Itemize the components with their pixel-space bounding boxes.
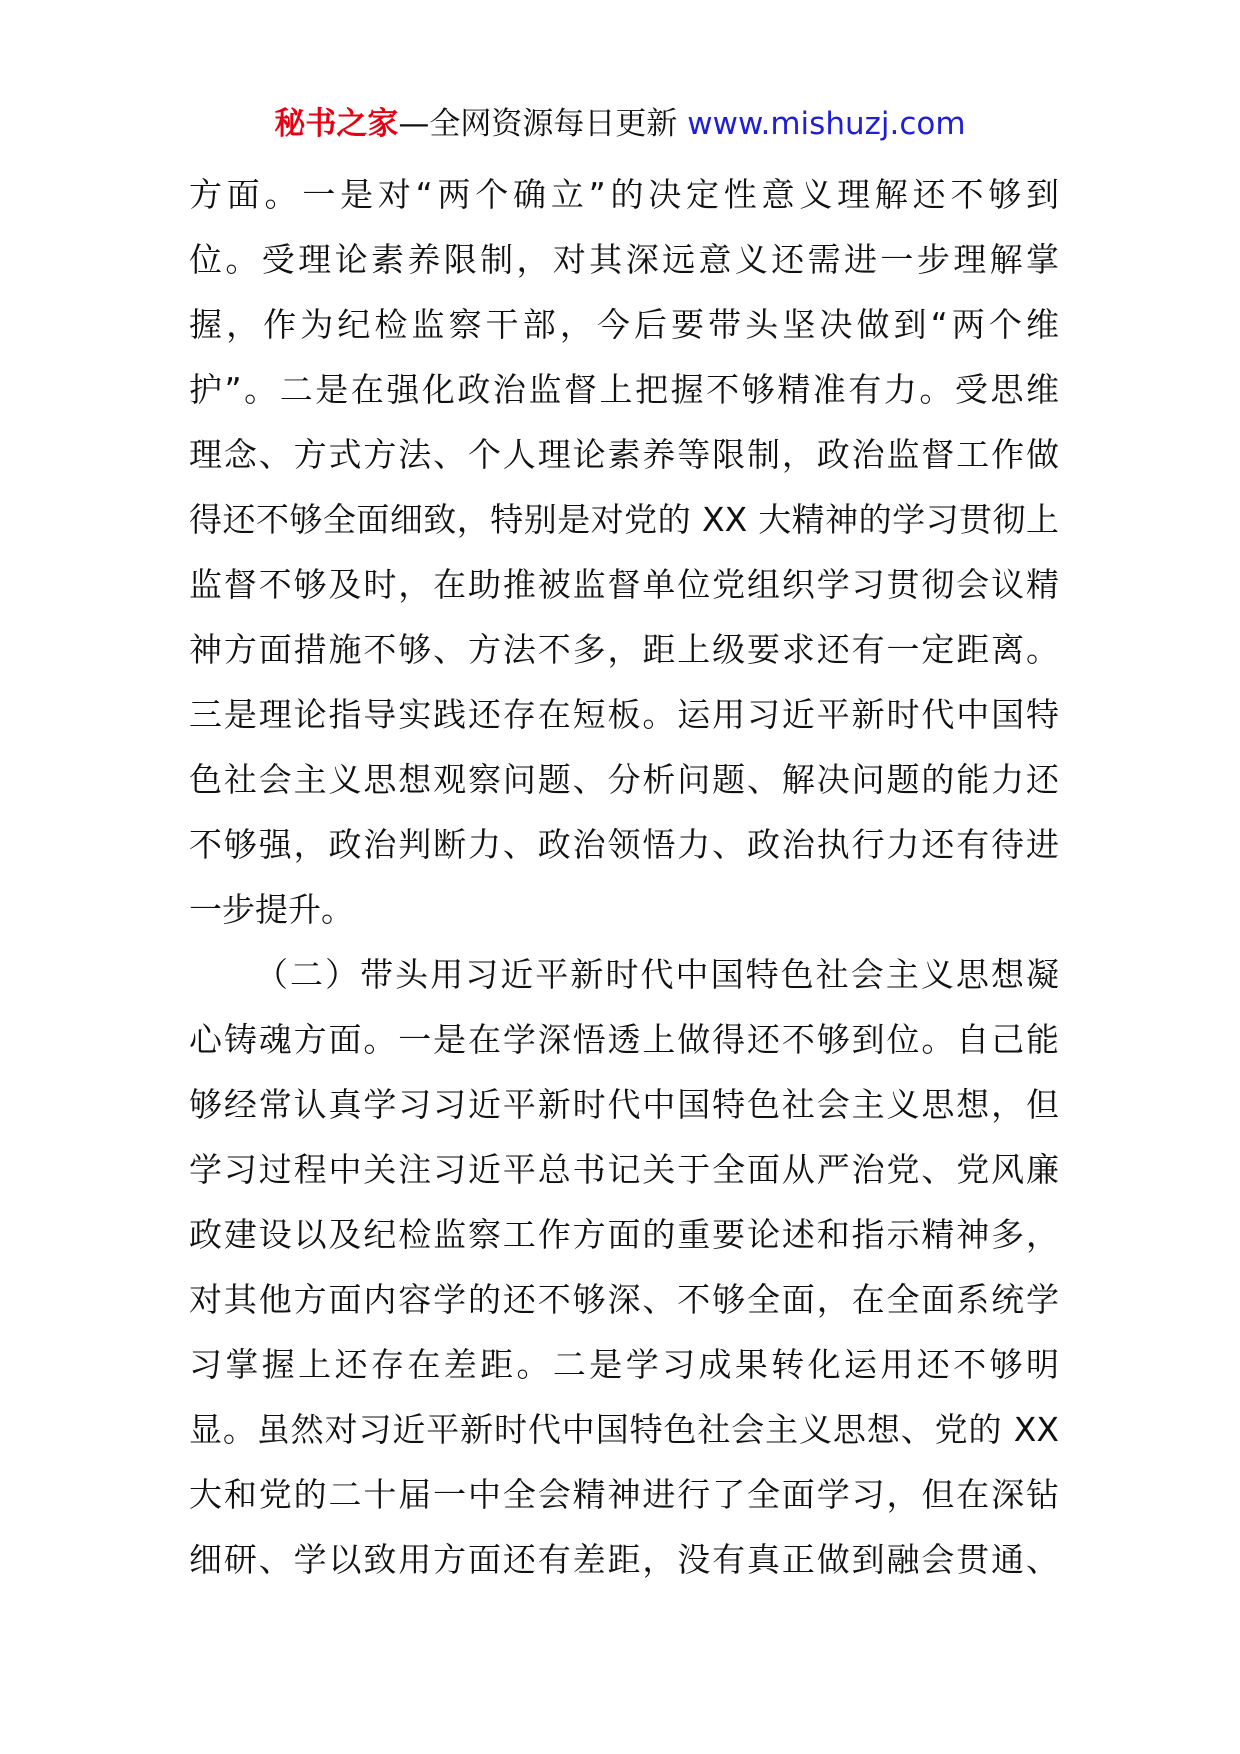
paragraph-1: [189, 162, 1059, 942]
text-line: 学习过程中关注习近平总书记关于全面从严治党、党风廉: [189, 1150, 1059, 1189]
text-line: 一步提升。: [189, 890, 354, 929]
text-line: 三是理论指导实践还存在短板。运用习近平新时代中国特: [189, 695, 1059, 734]
text-line: 够经常认真学习习近平新时代中国特色社会主义思想，但: [189, 1085, 1059, 1124]
text-line: 显。虽然对习近平新时代中国特色社会主义思想、党的 XX: [189, 1410, 1059, 1449]
text-line: 大和党的二十届一中全会精神进行了全面学习，但在深钻: [189, 1475, 1059, 1514]
text-line: （二）带头用习近平新时代中国特色社会主义思想凝: [255, 955, 1059, 994]
text-line: 护”。二是在强化政治监督上把握不够精准有力。受思维: [189, 370, 1059, 409]
text-line: 方面。一是对“两个确立”的决定性意义理解还不够到: [189, 175, 1059, 214]
text-line: 位。受理论素养限制，对其深远意义还需进一步理解掌: [189, 240, 1059, 279]
text-line: 政建设以及纪检监察工作方面的重要论述和指示精神多，: [189, 1215, 1059, 1254]
text-line: 得还不够全面细致，特别是对党的 XX 大精神的学习贯彻上: [189, 500, 1059, 539]
document-body: [189, 162, 1059, 1592]
text-line: 对其他方面内容学的还不够深、不够全面，在全面系统学: [189, 1280, 1059, 1319]
text-line: 监督不够及时，在助推被监督单位党组织学习贯彻会议精: [189, 565, 1059, 604]
site-url-link[interactable]: www.mishuzj.com: [687, 106, 966, 142]
brand-name: 秘书之家: [274, 106, 399, 142]
text-line: 握，作为纪检监察干部，今后要带头坚决做到“两个维: [189, 305, 1059, 344]
text-line: 不够强，政治判断力、政治领悟力、政治执行力还有待进: [189, 825, 1059, 864]
text-line: 心铸魂方面。一是在学深悟透上做得还不够到位。自己能: [189, 1020, 1059, 1059]
site-header: [0, 102, 1240, 146]
text-line: 理念、方式方法、个人理论素养等限制，政治监督工作做: [189, 435, 1059, 474]
paragraph-2: [189, 942, 1059, 1592]
text-line: 习掌握上还存在差距。二是学习成果转化运用还不够明: [189, 1345, 1059, 1384]
text-line: 色社会主义思想观察问题、分析问题、解决问题的能力还: [189, 760, 1059, 799]
header-tagline: —全网资源每日更新: [398, 106, 678, 142]
text-line: 细研、学以致用方面还有差距，没有真正做到融会贯通、: [189, 1540, 1059, 1579]
text-line: 神方面措施不够、方法不多，距上级要求还有一定距离。: [189, 630, 1059, 669]
